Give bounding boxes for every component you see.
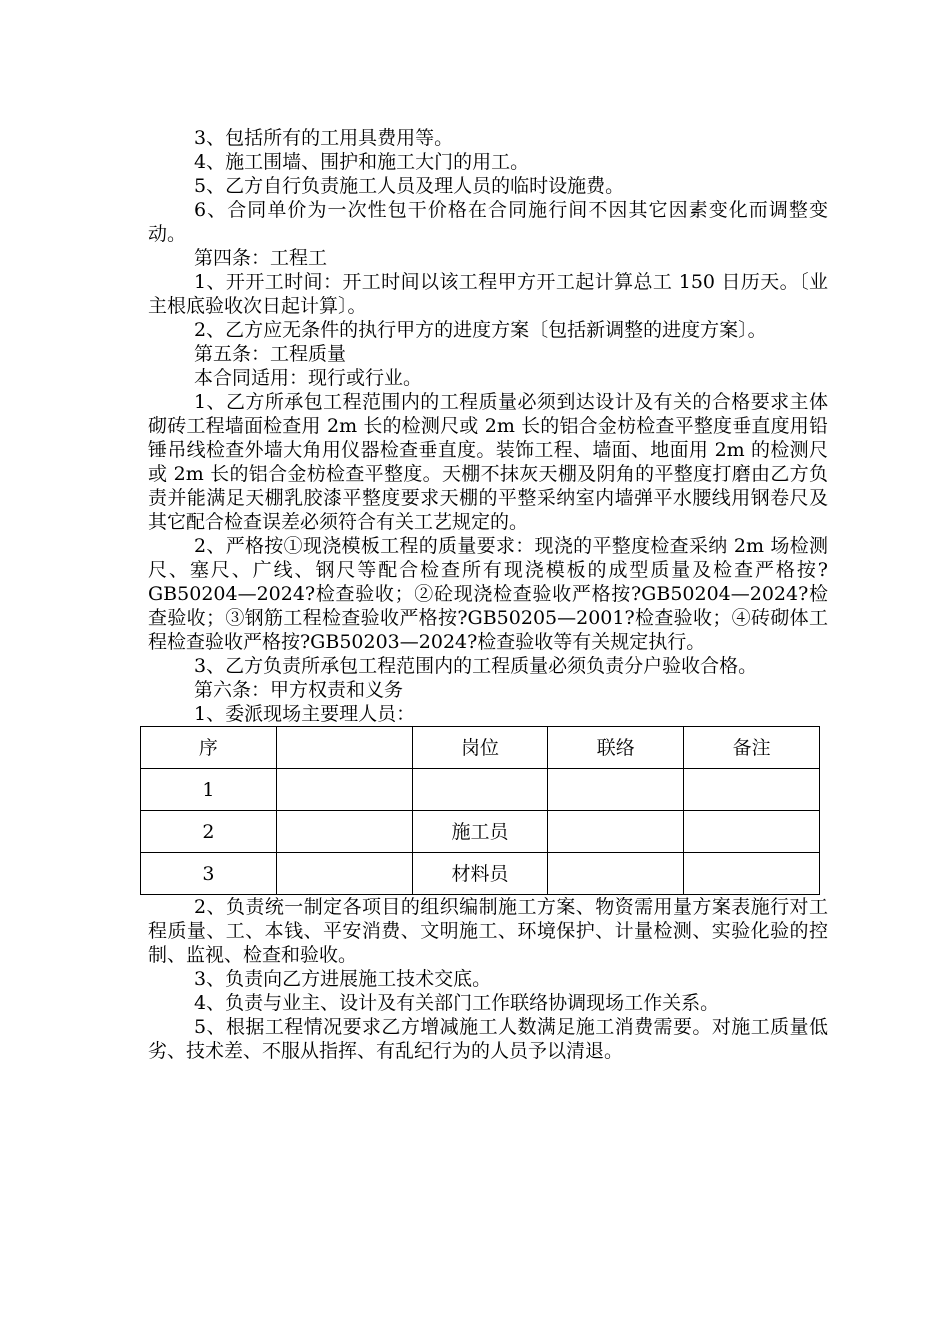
table-cell: 2 xyxy=(141,811,277,853)
table-cell xyxy=(684,769,820,811)
table-cell xyxy=(548,853,684,895)
paragraph: 1、乙方所承包工程范围内的工程质量必须到达设计及有关的合格要求主体砌砖工程墙面检查用 2m 长的检测尺或 2m 长的铝合金枋检查平整度垂直度用铅锤吊线检查外墙大角用仪器检查垂直度。装饰工程、墙面、地面用 2m 的检测尺或 2m 长的铝合金枋检查平整度。天棚不抹灰天棚及阴角的平整度打磨由乙方负责并能满足天棚乳胶漆平整度要求天棚的平整采纳室内墙弹平水腰线用钢卷尺及其它配合检查误差必须符合有关工艺规定的。 xyxy=(148,391,828,533)
paragraph: 本合同适用：现行或行业。 xyxy=(194,367,423,389)
document-page xyxy=(148,126,828,1063)
paragraph: 6、合同单价为一次性包干价格在合同施行间不因其它因素变化而调整变动。 xyxy=(148,199,828,245)
paragraph: 3、负责向乙方进展施工技术交底。 xyxy=(194,968,492,990)
table-cell xyxy=(684,811,820,853)
table-header-cell: 备注 xyxy=(684,727,820,769)
table-row xyxy=(141,811,820,853)
staff-table xyxy=(140,726,820,895)
article-heading: 第五条：工程质量 xyxy=(194,343,347,365)
table-cell xyxy=(548,769,684,811)
article-heading: 第四条：工程工 xyxy=(194,247,328,269)
table-header-row xyxy=(141,727,820,769)
table-cell xyxy=(684,853,820,895)
paragraph: 4、负责与业主、设计及有关部门工作联络协调现场工作关系。 xyxy=(194,992,720,1014)
table-row xyxy=(141,853,820,895)
paragraph: 1、开开工时间：开工时间以该工程甲方开工起计算总工 150 日历天。〔业主根底验收次日起计算〕。 xyxy=(148,271,828,317)
table-cell xyxy=(276,769,412,811)
paragraph: 1、委派现场主要理人员： xyxy=(194,703,416,725)
table-header-cell: 岗位 xyxy=(412,727,548,769)
table-cell xyxy=(548,811,684,853)
paragraph: 4、施工围墙、围护和施工大门的用工。 xyxy=(194,151,530,173)
table-row xyxy=(141,769,820,811)
table-header-cell: 序 xyxy=(141,727,277,769)
article-heading: 第六条：甲方权责和义务 xyxy=(194,679,404,701)
table-cell xyxy=(276,853,412,895)
paragraph: 3、包括所有的工用具费用等。 xyxy=(194,127,454,149)
table-cell: 1 xyxy=(141,769,277,811)
paragraph: 2、负责统一制定各项目的组织编制施工方案、物资需用量方案表施行对工程质量、工、本钱、平安消费、文明施工、环境保护、计量检测、实验化验的控制、监视、检查和验收。 xyxy=(148,896,828,966)
table-header-cell: 联络 xyxy=(548,727,684,769)
paragraph: 2、严格按①现浇模板工程的质量要求：现浇的平整度检查采纳 2m 场检测尺、塞尺、广线、钢尺等配合检查所有现浇模板的成型质量及检查严格按?GB50204—2024?检查验收；②砼现浇检查验收严格按?GB50204—2024?检查验收；③钢筋工程检查验收严格按?GB50205—2001?检查验收；④砖砌体工程检查验收严格按?GB50203—2024?检查验收等有关规定执行。 xyxy=(148,535,828,653)
paragraph: 5、乙方自行负责施工人员及理人员的临时设施费。 xyxy=(194,175,625,197)
table-cell xyxy=(276,811,412,853)
paragraph: 5、根据工程情况要求乙方增减施工人数满足施工消费需要。对施工质量低劣、技术差、不服从指挥、有乱纪行为的人员予以清退。 xyxy=(148,1016,828,1062)
table-cell xyxy=(412,769,548,811)
table-cell: 施工员 xyxy=(412,811,548,853)
paragraph: 3、乙方负责所承包工程范围内的工程质量必须负责分户验收合格。 xyxy=(194,655,758,677)
table-header-cell xyxy=(276,727,412,769)
paragraph: 2、乙方应无条件的执行甲方的进度方案〔包括新调整的进度方案〕。 xyxy=(194,319,767,341)
table-cell: 3 xyxy=(141,853,277,895)
table-cell: 材料员 xyxy=(412,853,548,895)
